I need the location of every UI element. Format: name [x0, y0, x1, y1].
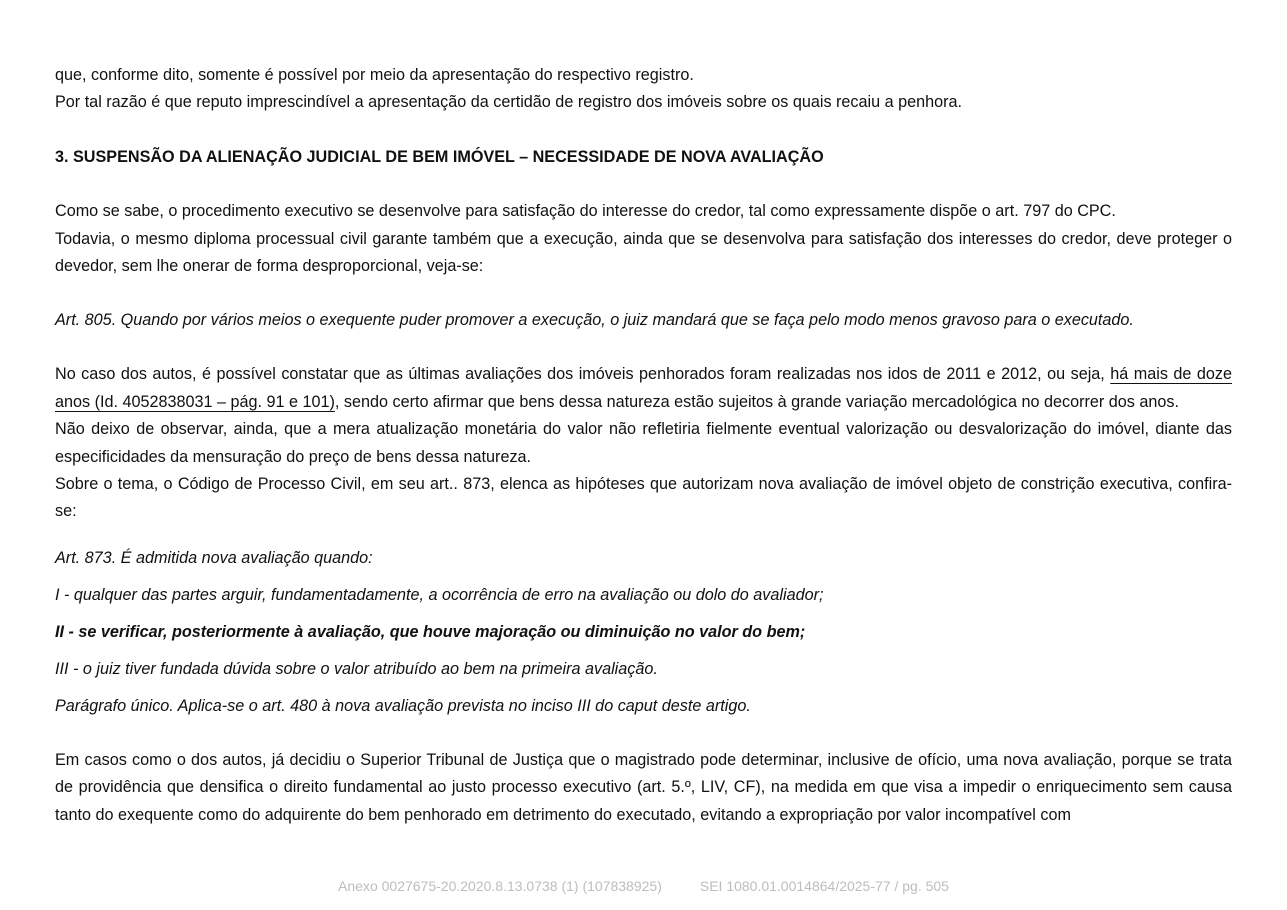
paragraph-stj: Em casos como o dos autos, já decidiu o Superior Tribunal de Justiça que o magistrado pode determinar, inclusive de ofício, uma nova avaliação, porque se trata de providência que densifica o direito fundamental ao justo processo executivo (art. 5.º, LIV, CF), na medida em que visa a impedir o enriquecimento sem causa tanto do exequente como do adquirente do bem penhorado em detrimento do executado, evitando a expropriação por valor incompatível com — [55, 750, 1232, 824]
spacer — [55, 730, 1232, 747]
paragraph-atualizacao: Não deixo de observar, ainda, que a mera atualização monetária do valor não refletiria fielmente eventual valorização ou desvalorização do imóvel, diante das especificidades da mensuração do preço de bens dessa natureza. — [55, 420, 1232, 466]
page-footer — [0, 878, 1287, 894]
paragraph-cpc873: Sobre o tema, o Código de Processo Civil, em seu art.. 873, elenca as hipóteses que autorizam nova avaliação de imóvel objeto de constrição executiva, confira-se: — [55, 475, 1232, 521]
quote-art873-item-iii: III - o juiz tiver fundada dúvida sobre o valor atribuído ao bem na primeira avaliação. — [55, 659, 658, 678]
quote-art873-head: Art. 873. É admitida nova avaliação quando: — [55, 548, 373, 567]
avaliacoes-text-start: No caso dos autos, é possível constatar que as últimas avaliações dos imóveis penhorados foram realizadas nos idos de 2011 e 2012, ou seja, — [55, 365, 1111, 384]
section-heading: 3. SUSPENSÃO DA ALIENAÇÃO JUDICIAL DE BEM IMÓVEL – NECESSIDADE DE NOVA AVALIAÇÃO — [55, 147, 824, 166]
footer-sei-page: SEI 1080.01.0014864/2025-77 / pg. 505 — [699, 878, 949, 894]
quote-art873-paragrafo: Parágrafo único. Aplica-se o art. 480 à nova avaliação prevista no inciso III do caput deste artigo. — [55, 696, 751, 715]
spacer — [55, 526, 1232, 545]
spacer — [55, 334, 1232, 361]
footer-annex: Anexo 0027675-20.2020.8.13.0738 (1) (107838925) — [338, 878, 662, 894]
quote-art873-item-ii: II - se verificar, posteriormente à avaliação, que houve majoração ou diminuição no valor do bem; — [55, 622, 806, 641]
document-body — [55, 62, 1232, 829]
quote-art805: Art. 805. Quando por vários meios o exequente puder promover a execução, o juiz mandará que se faça pelo modo menos gravoso para o executado. — [55, 311, 1134, 330]
paragraph-art797: Como se sabe, o procedimento executivo se desenvolve para satisfação do interesse do credor, tal como expressamente dispõe o art. 797 do CPC. — [55, 202, 1116, 221]
quote-art873-item-i: I - qualquer das partes arguir, fundamentadamente, a ocorrência de erro na avaliação ou dolo do avaliador; — [55, 585, 824, 604]
quote-art873 — [55, 545, 1232, 720]
underlined-reference: há mais de doze anos (Id. 4052838031 – pág. 91 e 101) — [55, 365, 1232, 411]
paragraph-certidao: Por tal razão é que reputo imprescindível a apresentação da certidão de registro dos imóveis sobre os quais recaiu a penhora. — [55, 93, 963, 112]
paragraph-registro: que, conforme dito, somente é possível por meio da apresentação do respectivo registro. — [55, 66, 694, 84]
spacer — [55, 280, 1232, 307]
avaliacoes-text-end: , sendo certo afirmar que bens dessa natureza estão sujeitos à grande variação mercadológica no decorrer dos anos. — [334, 392, 1179, 411]
paragraph-protecao-devedor: Todavia, o mesmo diploma processual civil garante também que a execução, ainda que se desenvolva para satisfação dos interesses do credor, deve proteger o devedor, sem lhe onerar de forma desproporcional, veja-se: — [55, 229, 1232, 276]
paragraph-avaliacoes — [55, 361, 1232, 416]
